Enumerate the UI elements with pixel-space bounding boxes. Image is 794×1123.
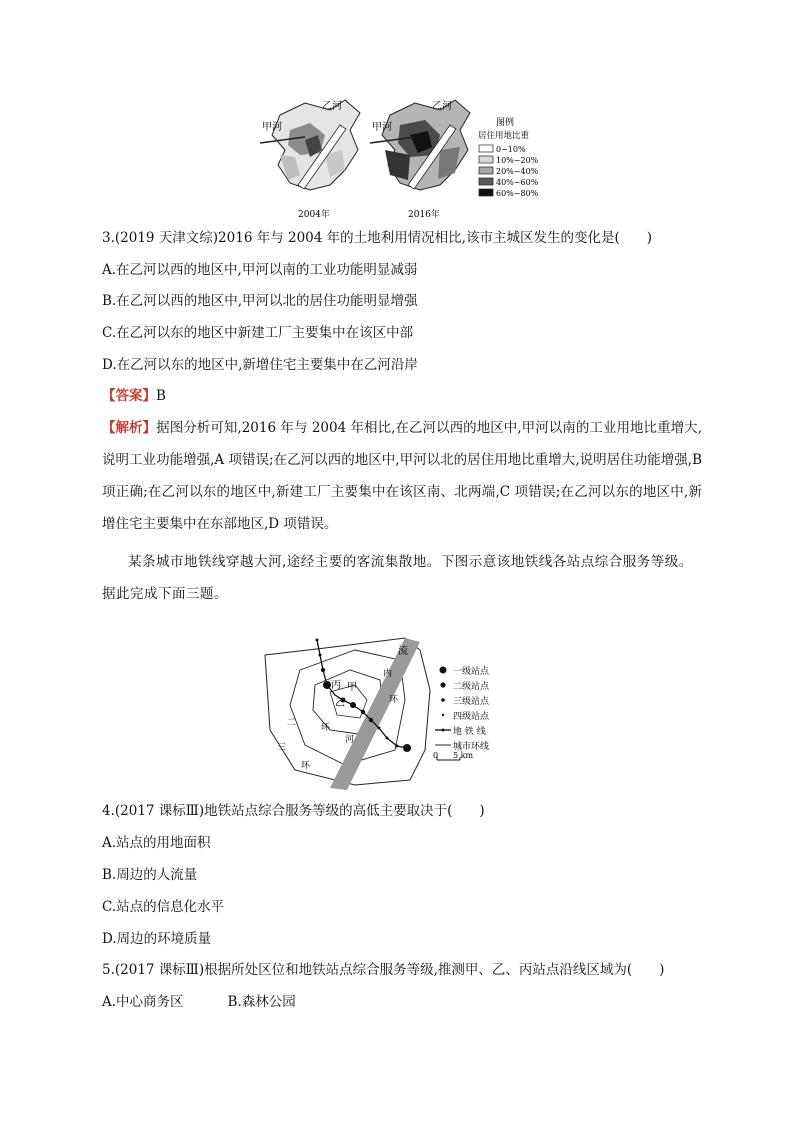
label-inner2: 环 (389, 695, 399, 705)
q3-stem: 3.(2019 天津文综)2016 年与 2004 年的土地利用情况相比,该市主城区发生的变化是( ) (102, 230, 652, 246)
answer-value: B (156, 388, 166, 404)
legend-title: 图例 (496, 118, 515, 128)
label-ring3b: 环 (301, 761, 311, 771)
label-station-bing: 丙 (331, 680, 341, 691)
q5-option-a[interactable]: A.中心商务区 (102, 994, 184, 1010)
q5-stem: 5.(2017 课标Ⅲ)根据所处区位和地铁站点综合服务等级,推测甲、乙、丙站点沿线区域为( ) (102, 962, 665, 978)
q3-analysis (102, 412, 702, 540)
legend-level4: 四级站点 (453, 712, 490, 722)
legend-item-4: 40%~60% (496, 178, 539, 187)
subway-figure (255, 630, 535, 790)
analysis-text: 据图分析可知,2016 年与 2004 年相比,在乙河以西的地区中,甲河以南的工业用地比重增大,说明工业功能增强,A 项错误;在乙河以西的地区中,甲河以北的居住用地比重增大,说明居住功能增强,B 项正确;在乙河以东的地区中,新建工厂主要集中在该区南、北两端,C 项错误;在乙河以东的地区中,新增住宅主要集中在东部地区,D 项错误。 (102, 420, 702, 532)
legend-swatch-5 (479, 189, 493, 196)
legend-list (479, 145, 539, 198)
label-station-yi: 乙 (335, 698, 345, 709)
map-2004-year: 2004年 (298, 210, 330, 220)
map-2004-jia-label: 甲河 (262, 122, 282, 133)
section-intro: 某条城市地铁线穿越大河,途经主要的客流集散地。下图示意该地铁线各站点综合服务等级。据此完成下面三题。 (102, 554, 693, 602)
q5-options-row (102, 992, 296, 1012)
map-2016-yi-label: 乙河 (432, 101, 452, 112)
q4-option-d[interactable]: D.周边的环境质量 (102, 931, 212, 947)
legend-item-1: 0~10% (496, 145, 526, 154)
scale-zero: 0 (433, 751, 439, 760)
legend-level2: 二级站点 (453, 682, 490, 692)
analysis-label: 【解析】 (102, 420, 157, 436)
q4-stem: 4.(2017 课标Ⅲ)地铁站点综合服务等级的高低主要取决于( ) (102, 803, 485, 819)
map-2004-yi-label: 乙河 (322, 101, 342, 112)
q4-option-c[interactable]: C.站点的信息化水平 (102, 899, 225, 915)
q3-option-a[interactable]: A.在乙河以西的地区中,甲河以南的工业功能明显减弱 (102, 262, 418, 278)
q3-option-d[interactable]: D.在乙河以东的地区中,新增住宅主要集中在乙河沿岸 (102, 357, 418, 373)
q3-answer (102, 386, 166, 406)
legend-subway-line: 地 铁 线 (453, 727, 486, 737)
legend-subtitle: 居住用地比重 (478, 131, 530, 141)
map-2016 (370, 100, 470, 190)
label-ring2b: 环 (321, 723, 331, 733)
legend-item-2: 10%~20% (496, 156, 539, 165)
label-ring2a: 二 (287, 718, 297, 728)
legend-swatch-1 (479, 145, 493, 152)
map-2016-jia-label: 甲河 (372, 122, 392, 133)
legend-ring-road: 城市环线 (453, 742, 490, 752)
legend-swatch-2 (479, 156, 493, 163)
label-river-liu: 流 (398, 646, 408, 657)
q5-option-b[interactable]: B.森林公园 (227, 994, 296, 1010)
q3-option-b[interactable]: B.在乙河以西的地区中,甲河以北的居住功能明显增强 (102, 293, 418, 309)
legend-swatch-4 (479, 178, 493, 185)
label-station-jia: 甲 (347, 682, 357, 693)
legend-level3: 三级站点 (453, 697, 490, 707)
label-inner: 内 (383, 669, 393, 679)
q3-option-c[interactable]: C.在乙河以东的地区中新建工厂主要集中在该区中部 (102, 325, 414, 341)
label-river-he: 河 (345, 735, 355, 745)
answer-label: 【答案】 (102, 388, 156, 404)
scale-label: 5 km (453, 751, 474, 760)
subway-legend (433, 665, 490, 760)
label-ring3a: 三 (277, 743, 287, 753)
map-2004 (260, 100, 360, 190)
map-2016-year: 2016年 (408, 210, 440, 220)
q4-option-b[interactable]: B.周边的人流量 (102, 867, 198, 883)
legend-level1: 一级站点 (453, 667, 490, 677)
legend-swatch-3 (479, 167, 493, 174)
land-use-figure (250, 95, 550, 225)
legend-item-5: 60%~80% (496, 189, 539, 198)
q4-option-a[interactable]: A.站点的用地面积 (102, 835, 211, 851)
legend-item-3: 20%~40% (496, 167, 539, 176)
